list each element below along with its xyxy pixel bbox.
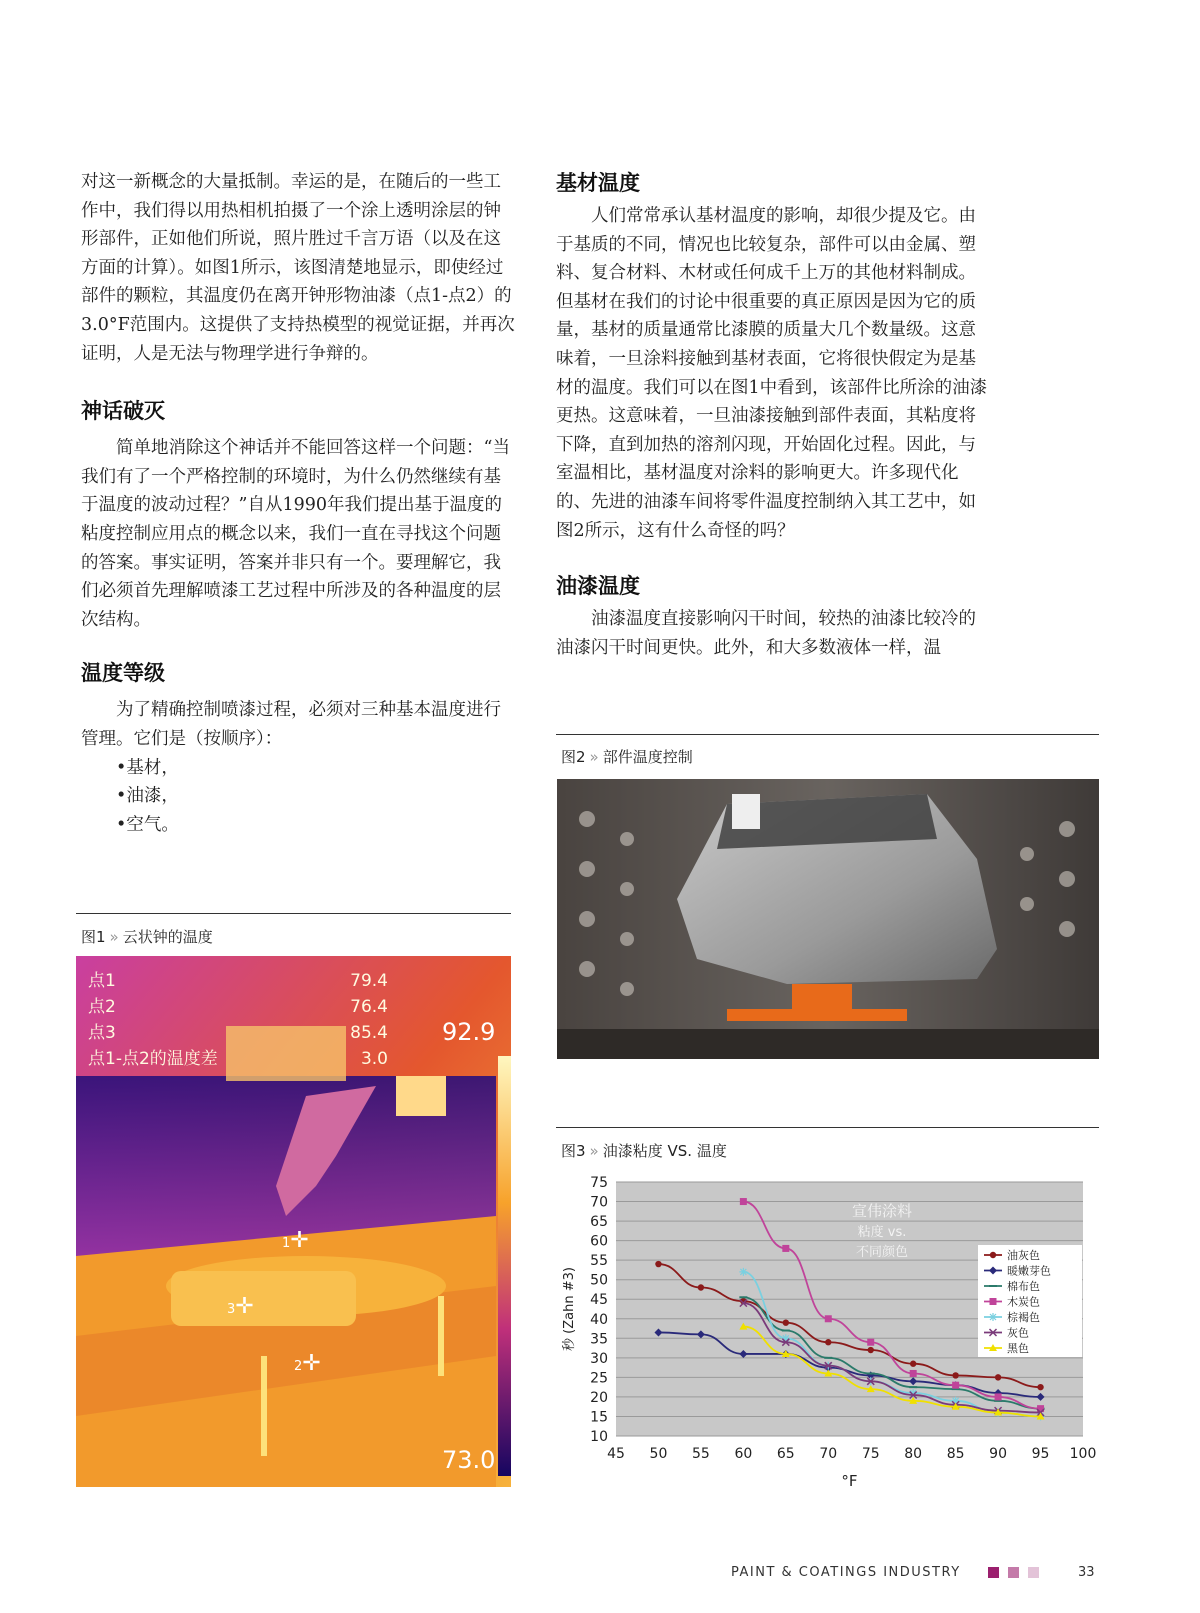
- y-tick-label: 55: [590, 1253, 608, 1270]
- section-body-myth: 简单地消除这个神话并不能回答这样一个问题：“当我们有了一个严格控制的环境时，为什么仍然继续有基于温度的波动过程？”自从1990年我们提出基于温度的粘度控制应用点的概念以来，我们一直在寻找这个问题的答案。事实证明，答案并非只有一个。要理解它，我们必须首先理解喷漆工艺过程中所涉及的各种温度的层次结构。: [81, 438, 510, 630]
- thermal-image: [76, 956, 511, 1487]
- readout-value: 79.4: [350, 971, 388, 991]
- chart-annotation: 宣伟涂料: [851, 1202, 913, 1220]
- y-axis-label: 秒 (Zahn #3): [562, 1267, 577, 1351]
- data-point: [783, 1319, 789, 1325]
- x-tick-label: 75: [861, 1446, 880, 1462]
- fig2-caption: [561, 746, 693, 767]
- legend-label: 木炭色: [1007, 1295, 1040, 1309]
- legend-label: 棕褐色: [1007, 1311, 1040, 1324]
- chevron-icon: »: [589, 748, 599, 766]
- data-point: [1037, 1384, 1043, 1390]
- left-column: [81, 168, 516, 839]
- y-tick-label: 45: [590, 1292, 608, 1309]
- fig3-caption: [561, 1140, 727, 1161]
- right-column: [556, 168, 988, 662]
- chevron-icon: »: [589, 1142, 599, 1160]
- fig2-rule: [556, 734, 1099, 735]
- x-tick-label: 60: [734, 1446, 753, 1462]
- fig2-title: 部件温度控制: [602, 748, 693, 766]
- x-tick-label: 80: [904, 1446, 923, 1462]
- data-point: [739, 1268, 747, 1276]
- section-body-substrate: 人们常常承认基材温度的影响，却很少提及它。由于基质的不同，情况也比较复杂，部件可以由金属、塑料、复合材料、木材或任何成千上万的其他材料制成。但基材在我们的讨论中很重要的真正原因是因为它的质量，基材的质量通常比漆膜的质量大几个数量级。这意味着，一旦涂料接触到基材表面，它将很快假定为是基材的温度。我们可以在图1中看到，该部件比所涂的油漆更热。这意味着，一旦油漆接触到部件表面，其粘度将下降，直到加热的溶剂闪现，开始固化过程。因此，与室温相比，基材温度对涂料的影响更大。许多现代化的、先进的油漆车间将零件温度控制纳入其工艺中，如图2所示，这有什么奇怪的吗？: [556, 206, 988, 541]
- x-tick-label: 70: [819, 1446, 838, 1462]
- y-tick-label: 50: [590, 1272, 608, 1289]
- readout-label: 点1-点2的温度差: [88, 1049, 218, 1069]
- legend-label: 棉布色: [1007, 1280, 1040, 1293]
- marker-1: [282, 1228, 309, 1253]
- x-tick-label: 85: [946, 1446, 965, 1462]
- legend-label: 黑色: [1007, 1342, 1029, 1355]
- y-tick-label: 35: [590, 1331, 608, 1348]
- y-tick-label: 75: [590, 1175, 608, 1191]
- marker-3: [227, 1294, 254, 1319]
- y-tick-label: 15: [590, 1409, 608, 1426]
- readout-value: 76.4: [350, 997, 388, 1017]
- y-tick-label: 60: [590, 1233, 608, 1250]
- chart-annotation: 不同颜色: [855, 1245, 909, 1260]
- x-tick-label: 55: [691, 1446, 710, 1462]
- section-body-temperature-levels: 为了精确控制喷漆过程，必须对三种基本温度进行管理。它们是（按顺序）：: [81, 700, 501, 749]
- fig3-title: 油漆粘度 VS. 温度: [602, 1142, 727, 1160]
- readout-row: [88, 1046, 388, 1072]
- footer-square: [988, 1567, 999, 1578]
- y-tick-label: 70: [590, 1194, 608, 1211]
- x-axis-label: °F: [841, 1472, 858, 1490]
- data-point: [990, 1298, 997, 1305]
- y-tick-label: 20: [590, 1389, 608, 1406]
- legend-label: 油灰色: [1007, 1249, 1040, 1262]
- data-point: [782, 1245, 789, 1252]
- footer-square: [1008, 1567, 1019, 1578]
- fig3-label: 图3: [561, 1142, 586, 1160]
- chevron-icon: »: [109, 928, 119, 946]
- legend-label: 灰色: [1007, 1326, 1029, 1340]
- paint-booth-graphic: [557, 779, 1099, 1059]
- fig1-label: 图1: [81, 928, 106, 946]
- bullet-item: •基材，: [116, 757, 179, 778]
- data-point: [910, 1370, 917, 1377]
- x-tick-label: 50: [649, 1446, 668, 1462]
- section-title-substrate: 基材温度: [556, 171, 640, 195]
- readout-label: 点1: [88, 971, 116, 991]
- data-point: [867, 1339, 874, 1346]
- data-point: [825, 1339, 831, 1345]
- section-body-paint-temp: 油漆温度直接影响闪干时间，较热的油漆比较冷的油漆闪干时间更快。此外，和大多数液体一样，温: [556, 609, 976, 658]
- crosshair-icon: ✛: [290, 1228, 309, 1253]
- x-tick-label: 95: [1031, 1446, 1050, 1462]
- x-tick-label: 45: [607, 1446, 625, 1462]
- section-title-paint-temp: 油漆温度: [556, 574, 640, 599]
- bullet-list: [81, 754, 516, 840]
- readout-label: 点3: [88, 1023, 116, 1043]
- section-title-temperature-levels: 温度等级: [81, 661, 165, 686]
- fig1-caption: [81, 926, 213, 947]
- readout-row: [88, 968, 388, 994]
- data-point: [740, 1198, 747, 1205]
- readout-value: 3.0: [360, 1049, 388, 1069]
- legend-label: 暖嫩芽色: [1007, 1264, 1051, 1278]
- y-tick-label: 10: [590, 1429, 608, 1445]
- data-point: [698, 1284, 704, 1290]
- readout-label: 点2: [88, 997, 116, 1017]
- section-title-myth: 神话破灭: [81, 399, 165, 424]
- crosshair-icon: ✛: [302, 1351, 321, 1376]
- fig1-rule: [76, 913, 511, 914]
- crosshair-icon: ✛: [235, 1294, 254, 1319]
- marker-label: 1: [282, 1236, 291, 1251]
- marker-2: [294, 1351, 321, 1376]
- readout-row: [88, 994, 388, 1020]
- y-tick-label: 65: [590, 1214, 608, 1231]
- bullet-item: •油漆，: [116, 786, 179, 807]
- publication-name: PAINT & COATINGS INDUSTRY: [731, 1565, 961, 1580]
- fig1-title: 云状钟的温度: [122, 928, 213, 946]
- chart-annotation: 粘度 vs.: [857, 1225, 907, 1240]
- data-point: [989, 1313, 997, 1321]
- scale-min-label: 73.0: [442, 1446, 496, 1474]
- y-tick-label: 40: [590, 1311, 608, 1328]
- page-number: 33: [1078, 1565, 1095, 1580]
- intro-paragraph: 对这一新概念的大量抵制。幸运的是，在随后的一些工作中，我们得以用热相机拍摄了一个涂上透明涂层的钟形部件，正如他们所说，照片胜过千言万语（以及在这方面的计算）。如图1所示，该图清楚地显示，即使经过部件的颗粒，其温度仍在离开钟形物油漆（点1-点2）的3.0°F范围内。这提供了支持热模型的视觉证据，并再次证明，人是无法与物理学进行争辩的。: [81, 172, 515, 364]
- fig3-rule: [556, 1127, 1099, 1128]
- y-tick-label: 30: [590, 1350, 608, 1367]
- x-tick-label: 90: [989, 1446, 1008, 1462]
- data-point: [825, 1315, 832, 1322]
- data-point: [990, 1252, 996, 1258]
- data-point: [868, 1347, 874, 1353]
- data-point: [952, 1372, 958, 1378]
- footer-square: [1028, 1567, 1039, 1578]
- thermal-readout-table: [88, 968, 388, 1072]
- marker-label: 3: [227, 1302, 236, 1317]
- data-point: [995, 1374, 1001, 1380]
- x-tick-label: 100: [1069, 1446, 1097, 1462]
- x-tick-label: 65: [776, 1446, 795, 1462]
- readout-value: 85.4: [350, 1023, 388, 1043]
- fig2-label: 图2: [561, 748, 586, 766]
- scale-max-label: 92.9: [442, 1018, 496, 1046]
- data-point: [995, 1393, 1002, 1400]
- bullet-item: •空气。: [116, 814, 179, 835]
- data-point: [910, 1361, 916, 1367]
- viscosity-chart: [555, 1170, 1100, 1495]
- data-point: [952, 1382, 959, 1389]
- data-point: [655, 1261, 661, 1267]
- marker-label: 2: [294, 1359, 303, 1374]
- readout-row: [88, 1020, 388, 1046]
- paint-booth-photo: [557, 779, 1099, 1059]
- y-tick-label: 25: [590, 1370, 608, 1387]
